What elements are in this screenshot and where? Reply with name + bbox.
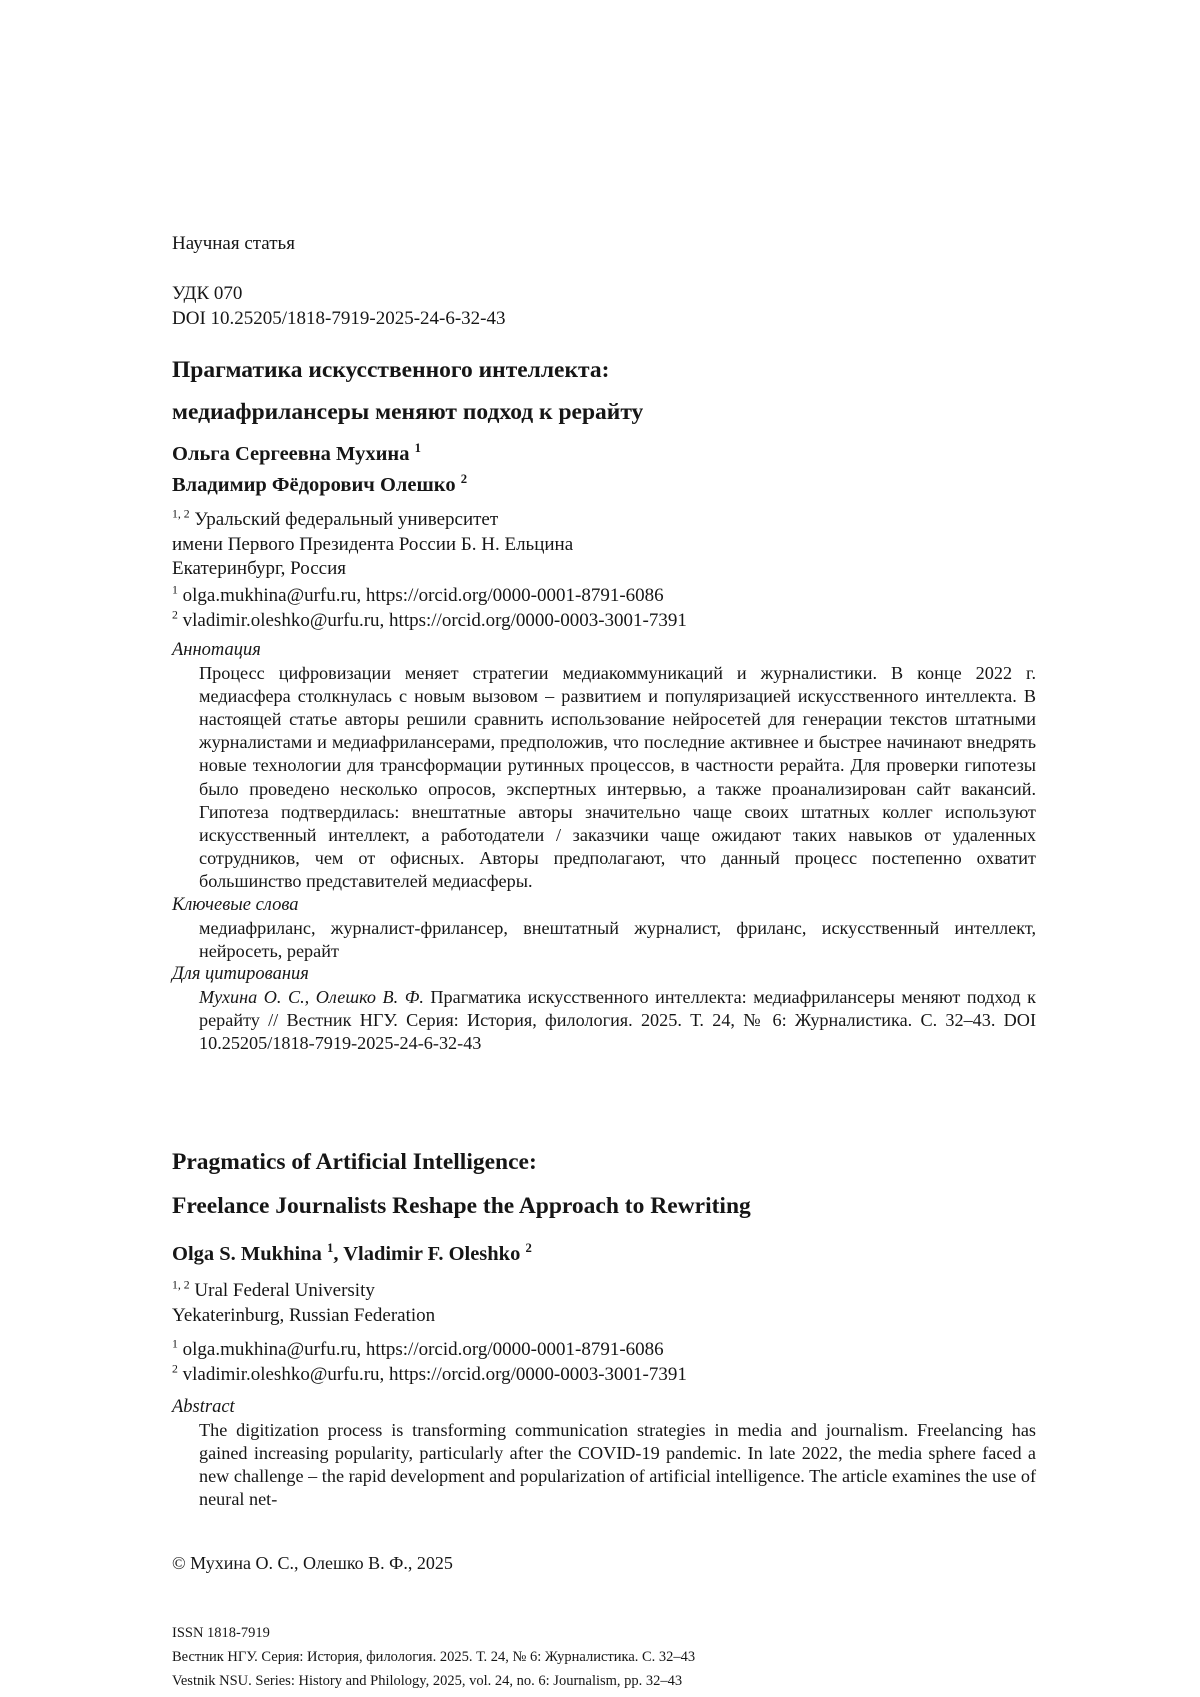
author-ru-1-superscript: 1 xyxy=(414,441,421,456)
author-ru-1 xyxy=(172,439,1036,470)
keywords-label-ru: Ключевые слова xyxy=(172,894,299,915)
article-title-en xyxy=(172,1140,1036,1228)
affiliation-ru-line2: имени Первого Президента России Б. Н. Ельцина xyxy=(172,533,574,555)
page-content xyxy=(172,0,1036,1693)
article-title-ru xyxy=(172,349,1036,433)
footer-journal-ru: Вестник НГУ. Серия: История, филология. 2025. Т. 24, № 6: Журналистика. С. 32–43 xyxy=(172,1649,696,1666)
affiliation-en-line1 xyxy=(172,1278,1036,1303)
footer-issn: ISSN 1818-7919 xyxy=(172,1625,270,1642)
abstract-label-ru: Аннотация xyxy=(172,639,261,660)
author-ru-1-name: Ольга Сергеевна Мухина xyxy=(172,443,410,465)
article-title-en-line1: Pragmatics of Artificial Intelligence: xyxy=(172,1148,537,1175)
contact-en-1-email-orcid: olga.mukhina@urfu.ru, https://orcid.org/0000-0001-8791-6086 xyxy=(182,1338,664,1360)
citation-label-ru: Для цитирования xyxy=(172,963,309,984)
author-en-2-name: Vladimir F. Oleshko xyxy=(343,1242,521,1265)
citation-text-ru xyxy=(199,986,1036,1056)
abstract-text-ru: Процесс цифровизации меняет стратегии медиакоммуникаций и журналистики. В конце 2022 г. медиасфера столкнулась с новым вызовом – развитием и популяризацией искусственного интеллекта. В настоящей статье авторы решили сравнить использование нейросетей для генерации текстов штатными журналистами и медиафрилансерами, предположив, что последние активнее и быстрее начинают внедрять новые технологии для трансформации рутинных процессов, в частности рерайта. Для проверки гипотезы было проведено несколько опросов, экспертных интервью, а также проанализирован сайт вакансий. Гипотеза подтвердилась: внештатные авторы значительно чаще своих штатных коллег используют искусственный интеллект, а работодатели / заказчики чаще ожидают таких навыков от удаленных сотрудников, чем от офисных. Авторы предполагают, что данный процесс постепенно охватит большинство представителей медиасферы. xyxy=(199,662,1036,892)
footer-journal-en: Vestnik NSU. Series: History and Philology, 2025, vol. 24, no. 6: Journalism, pp. 32–43 xyxy=(172,1673,683,1690)
article-title-ru-line1: Прагматика искусственного интеллекта: xyxy=(172,357,610,383)
contact-ru-2-email-orcid: vladimir.oleshko@urfu.ru, https://orcid.org/0000-0003-3001-7391 xyxy=(182,609,687,631)
contact-ru-1 xyxy=(172,583,1036,608)
article-title-en-line2: Freelance Journalists Reshape the Approach to Rewriting xyxy=(172,1192,751,1219)
contact-en-2 xyxy=(172,1362,1036,1387)
article-type-label: Научная статья xyxy=(172,233,295,254)
contact-en-1 xyxy=(172,1337,1036,1362)
affiliation-ru-university: Уральский федеральный университет xyxy=(194,509,499,530)
authors-ru xyxy=(172,439,1036,501)
contact-ru-1-superscript: 1 xyxy=(172,583,178,597)
authors-en-separator: , xyxy=(333,1242,344,1265)
citation-body-ru: Прагматика искусственного интеллекта: медиафрилансеры меняют подход к рерайту // Вестник НГУ. Серия: История, филология. 2025. Т. 24, № 6: Журналистика. С. 32–43. DOI 10.25205/1818-7919-2025-24-6-32-43 xyxy=(199,986,1036,1054)
copyright-line: © Мухина О. С., Олешко В. Ф., 2025 xyxy=(172,1553,453,1574)
abstract-text-en: The digitization process is transforming communication strategies in media and journalism. Freelancing has gained increasing popularity, particularly after the COVID-19 pandemic. In late 2022, the media sphere faced a new challenge – the rapid development and popularization of artificial intelligence. The article examines the use of neural net- xyxy=(199,1419,1036,1510)
author-en-2-superscript: 2 xyxy=(525,1240,532,1255)
author-en-1-name: Olga S. Mukhina xyxy=(172,1242,322,1265)
abstract-label-en: Abstract xyxy=(172,1396,235,1417)
udc-line: УДК 070 xyxy=(172,283,243,304)
affiliation-en xyxy=(172,1278,1036,1328)
affiliation-en-superscript: 1, 2 xyxy=(172,1278,190,1292)
article-title-ru-line2: медиафрилансеры меняют подход к рерайту xyxy=(172,399,644,425)
author-ru-2 xyxy=(172,470,1036,501)
contact-en-1-superscript: 1 xyxy=(172,1337,178,1351)
contact-en-2-superscript: 2 xyxy=(172,1362,178,1376)
affiliation-ru-line1 xyxy=(172,508,1036,533)
affiliation-ru-line3: Екатеринбург, Россия xyxy=(172,558,346,579)
author-ru-2-name: Владимир Фёдорович Олешко xyxy=(172,474,456,496)
contact-ru-1-email-orcid: olga.mukhina@urfu.ru, https://orcid.org/0000-0001-8791-6086 xyxy=(182,584,664,606)
affiliation-ru xyxy=(172,508,1036,582)
affiliation-ru-superscript: 1, 2 xyxy=(172,507,190,521)
page-footer xyxy=(172,1621,1036,1693)
authors-en xyxy=(172,1241,1036,1267)
contacts-en xyxy=(172,1337,1036,1387)
author-en-1-superscript: 1 xyxy=(326,1240,334,1255)
contact-en-2-email-orcid: vladimir.oleshko@urfu.ru, https://orcid.org/0000-0003-3001-7391 xyxy=(182,1363,687,1385)
affiliation-en-university: Ural Federal University xyxy=(194,1279,375,1301)
contact-ru-2 xyxy=(172,608,1036,633)
contacts-ru xyxy=(172,583,1036,633)
doi-line: DOI 10.25205/1818-7919-2025-24-6-32-43 xyxy=(172,308,506,329)
keywords-text-ru: медиафриланс, журналист-фрилансер, внештатный журналист, фриланс, искусственный интеллект, нейросеть, рерайт xyxy=(199,917,1036,961)
contact-ru-2-superscript: 2 xyxy=(172,608,178,622)
citation-authors-ru: Мухина О. С., Олешко В. Ф. xyxy=(199,986,424,1007)
affiliation-en-line2: Yekaterinburg, Russian Federation xyxy=(172,1304,436,1326)
author-ru-2-superscript: 2 xyxy=(460,472,468,487)
